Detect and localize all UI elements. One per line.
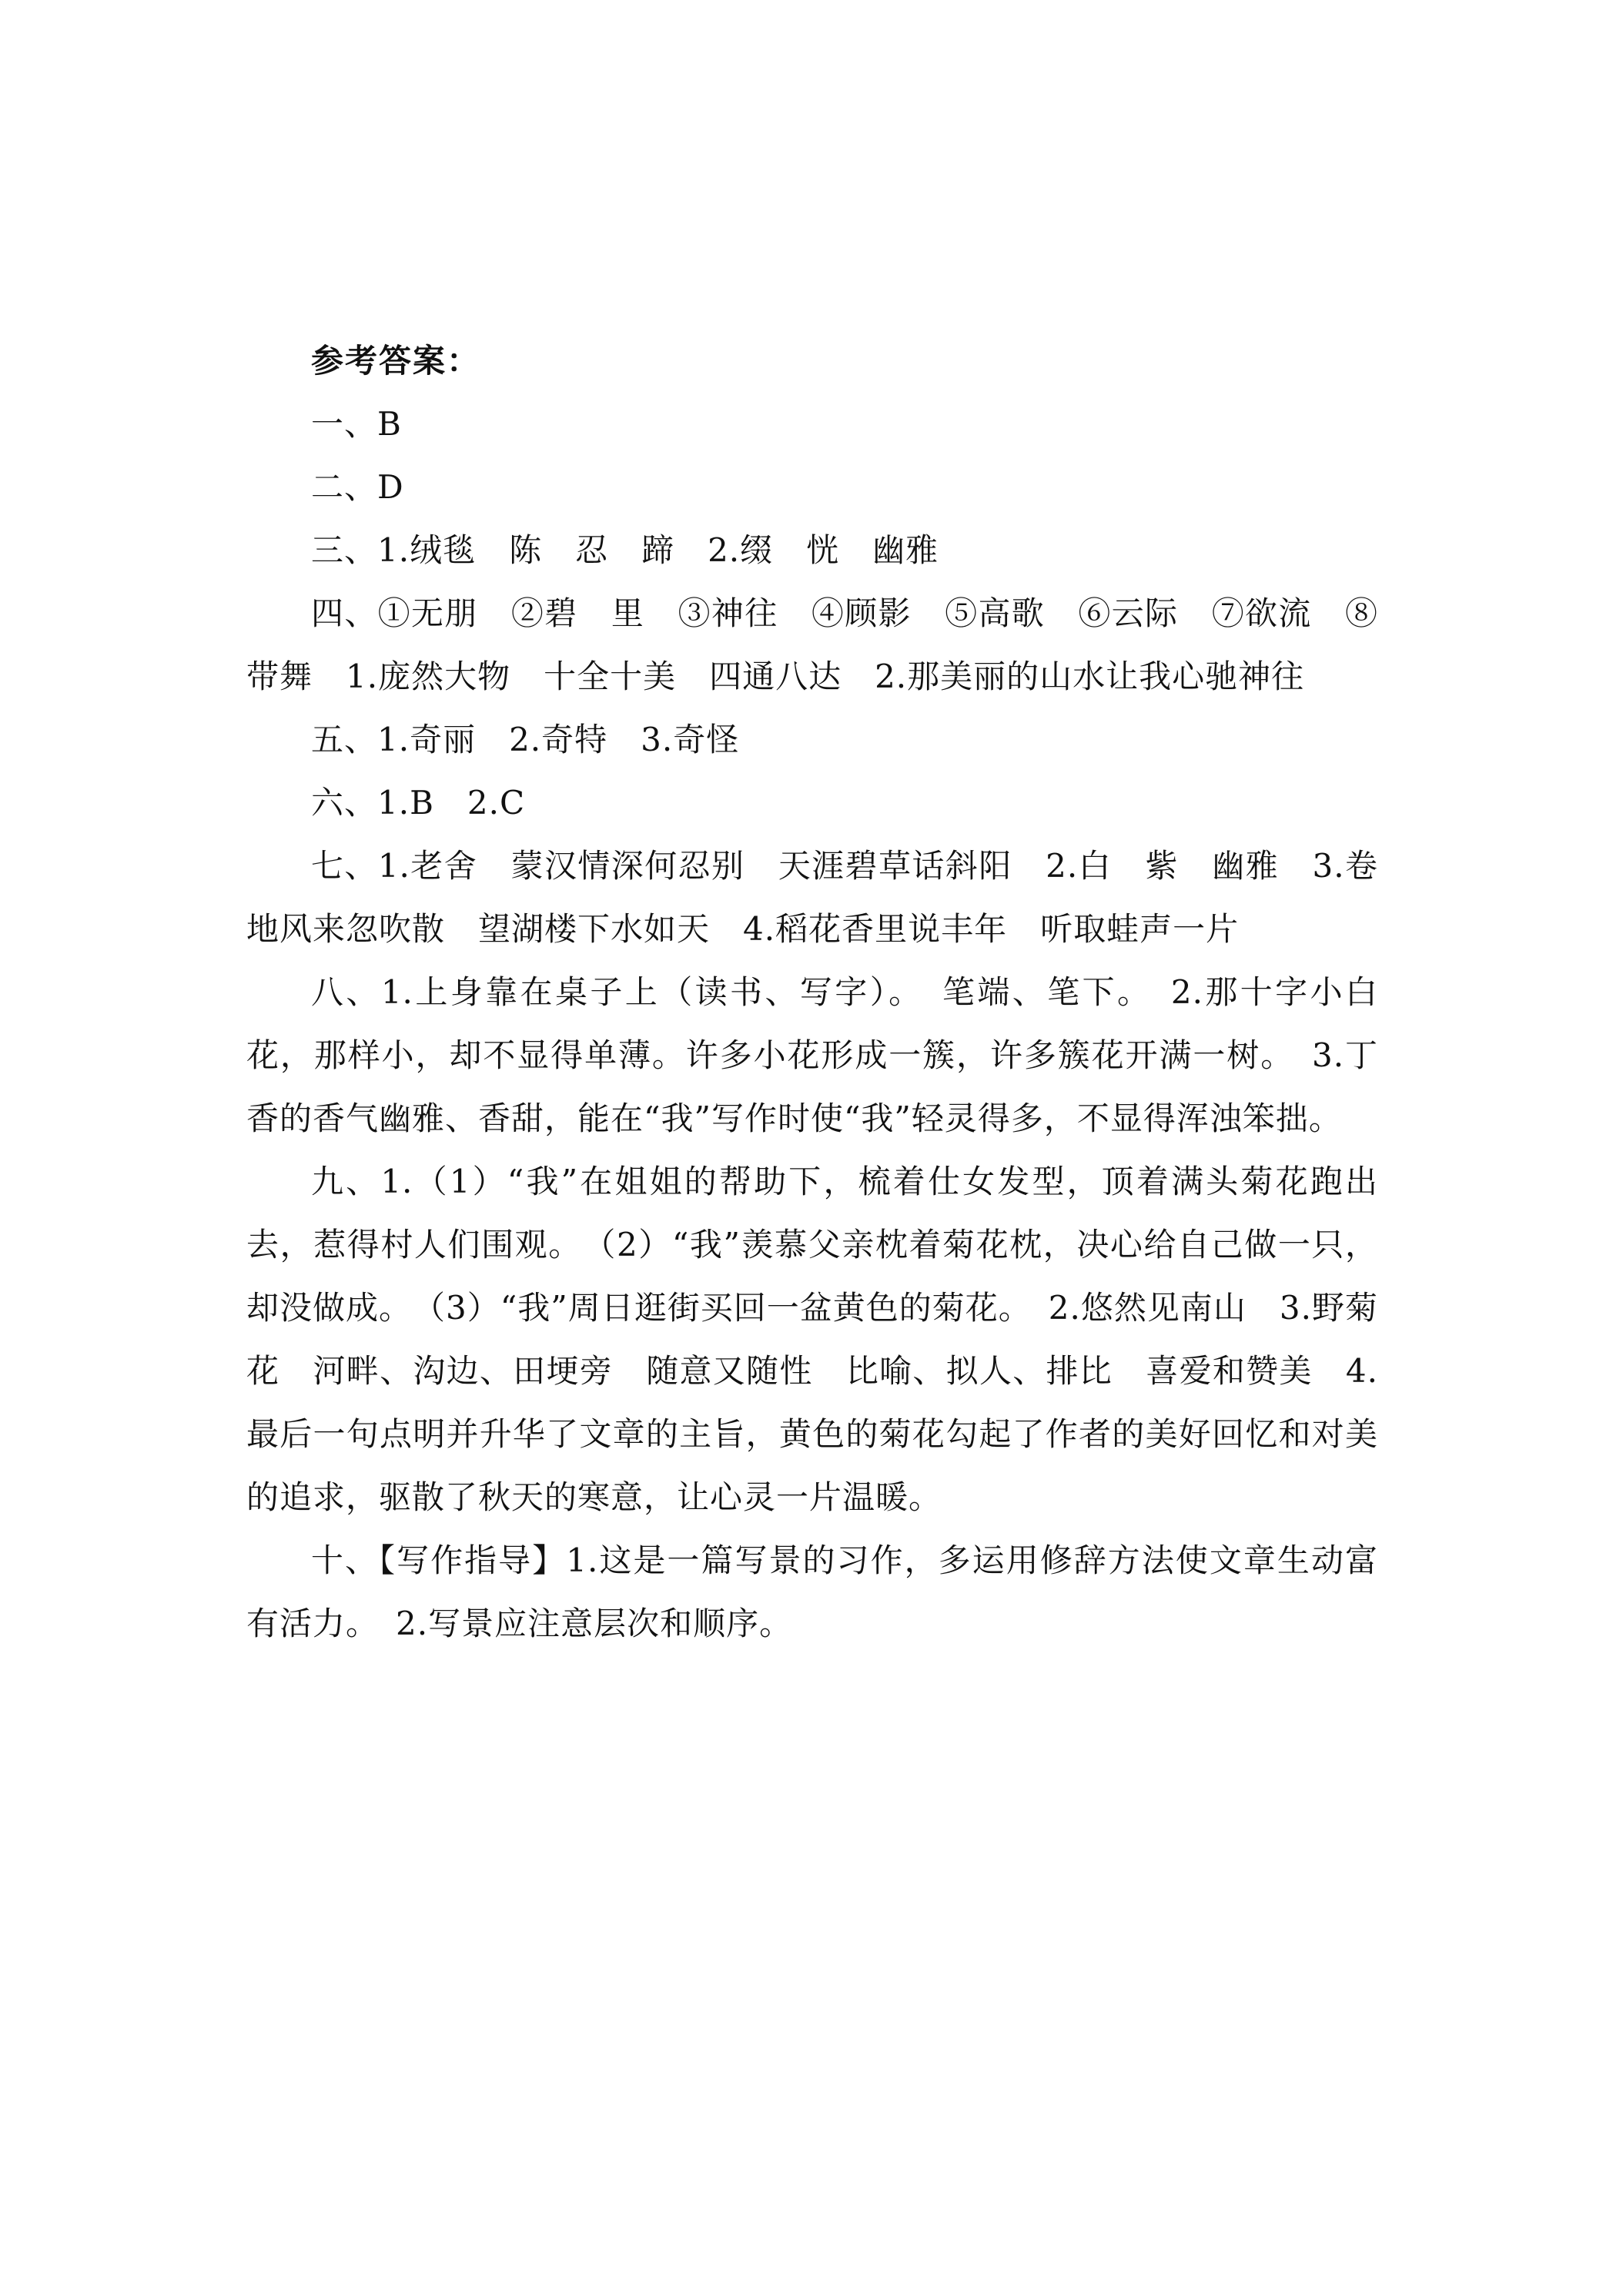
answer-item-7: 七、1.老舍 蒙汉情深何忍别 天涯碧草话斜阳 2.白 紫 幽雅 3.卷地风来忽吹散 望湖楼下水如天 4.稻花香里说丰年 听取蛙声一片 [246,847,1378,948]
answer-item-4: 四、①无朋 ②碧 里 ③神往 ④顾影 ⑤高歌 ⑥云际 ⑦欲流 ⑧带舞 1.庞然大物 十全十美 四通八达 2.那美丽的山水让我心驰神往 [246,594,1378,695]
answer-key [246,330,1378,1655]
answer-item-9: 九、1.（1）“我”在姐姐的帮助下，梳着仕女发型，顶着满头菊花跑出去，惹得村人们围观。 （2）“我”羡慕父亲枕着菊花枕，决心给自己做一只，却没做成。 （3）“我”周日逛街买回一盆黄色的菊花。 2.悠然见南山 3.野菊花 河畔、沟边、田埂旁 随意又随性 比喻、拟人、排比 喜爱和赞美 4.最后一句点明并升华了文章的主旨，黄色的菊花勾起了作者的美好回忆和对美的追求，驱散了秋天的寒意，让心灵一片温暖。 [246,1163,1378,1516]
answer-item-8: 八、1.上身靠在桌子上（读书、写字）。 笔端、笔下。 2.那十字小白花，那样小，却不显得单薄。许多小花形成一簇，许多簇花开满一树。 3.丁香的香气幽雅、香甜，能在“我”写作时使“我”轻灵得多，不显得浑浊笨拙。 [246,973,1378,1137]
answer-key-heading: 参考答案： [311,342,481,380]
answer-item-1: 一、B [311,405,402,443]
answer-item-6: 六、1.B 2.C [311,784,526,822]
answer-item-2: 二、D [311,468,404,506]
answer-item-5: 五、1.奇丽 2.奇特 3.奇怪 [311,721,740,758]
answer-item-3: 三、1.绒毯 陈 忍 蹄 2.缀 恍 幽雅 [311,531,939,569]
answer-item-10: 十、【写作指导】1.这是一篇写景的习作，多运用修辞方法使文章生动富有活力。 2.写景应注意层次和顺序。 [246,1541,1378,1642]
